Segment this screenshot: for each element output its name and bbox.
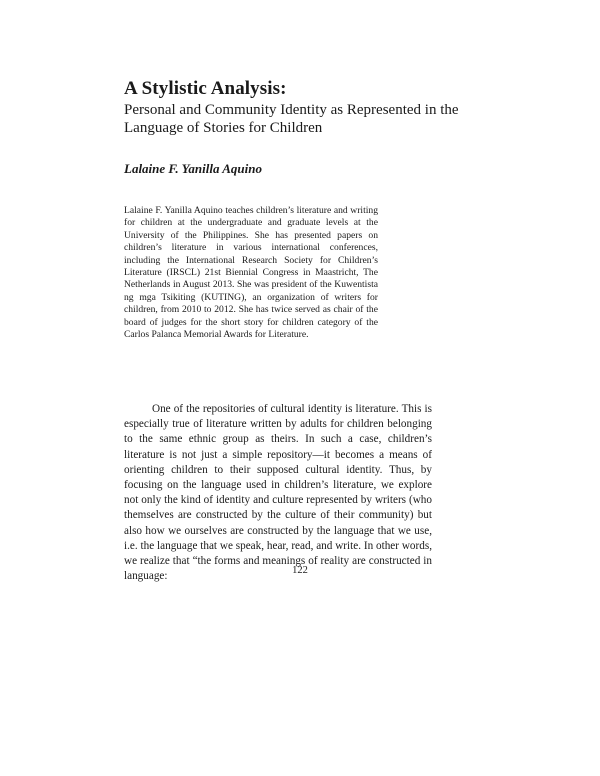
page-number: 122 — [292, 565, 308, 576]
article-title: A Stylistic Analysis: — [124, 78, 287, 99]
author-bio: Lalaine F. Yanilla Aquino teaches children’s literature and writing for children at the undergraduate and graduate levels at the University of the Philippines. She has presented papers on children’s literature in various international conferences, including the International Research Society for Children’s Literature (IRSCL) 21st Biennial Congress in Maastricht, The Netherlands in August 2013. She was president of the Kuwentista ng mga Tsikiting (KUTING), an organization of writers for children, from 2010 to 2012. She has twice served as chair of the board of judges for the short story for children category of the Carlos Palanca Memorial Awards for Literature. — [124, 205, 378, 341]
body-paragraph: One of the repositories of cultural identity is literature. This is especially true of literature written by adults for children belonging to the same ethnic group as theirs. In such a case, children’s literature is not just a simple repository—it becomes a means of orienting children to their supposed cultural identity. Thus, by focusing on the language used in children’s literature, we explore not only the kind of identity and culture represented by writers (who themselves are constructed by the culture of their community) but also how we ourselves are constructed by the language that we use, i.e. the language that we speak, hear, read, and write. In other words, we realize that “the forms and meanings of reality are constructed in language: — [124, 403, 432, 583]
article-subtitle: Personal and Community Identity as Represented in the Language of Stories for Children — [124, 102, 459, 136]
author-name: Lalaine F. Yanilla Aquino — [124, 161, 262, 176]
